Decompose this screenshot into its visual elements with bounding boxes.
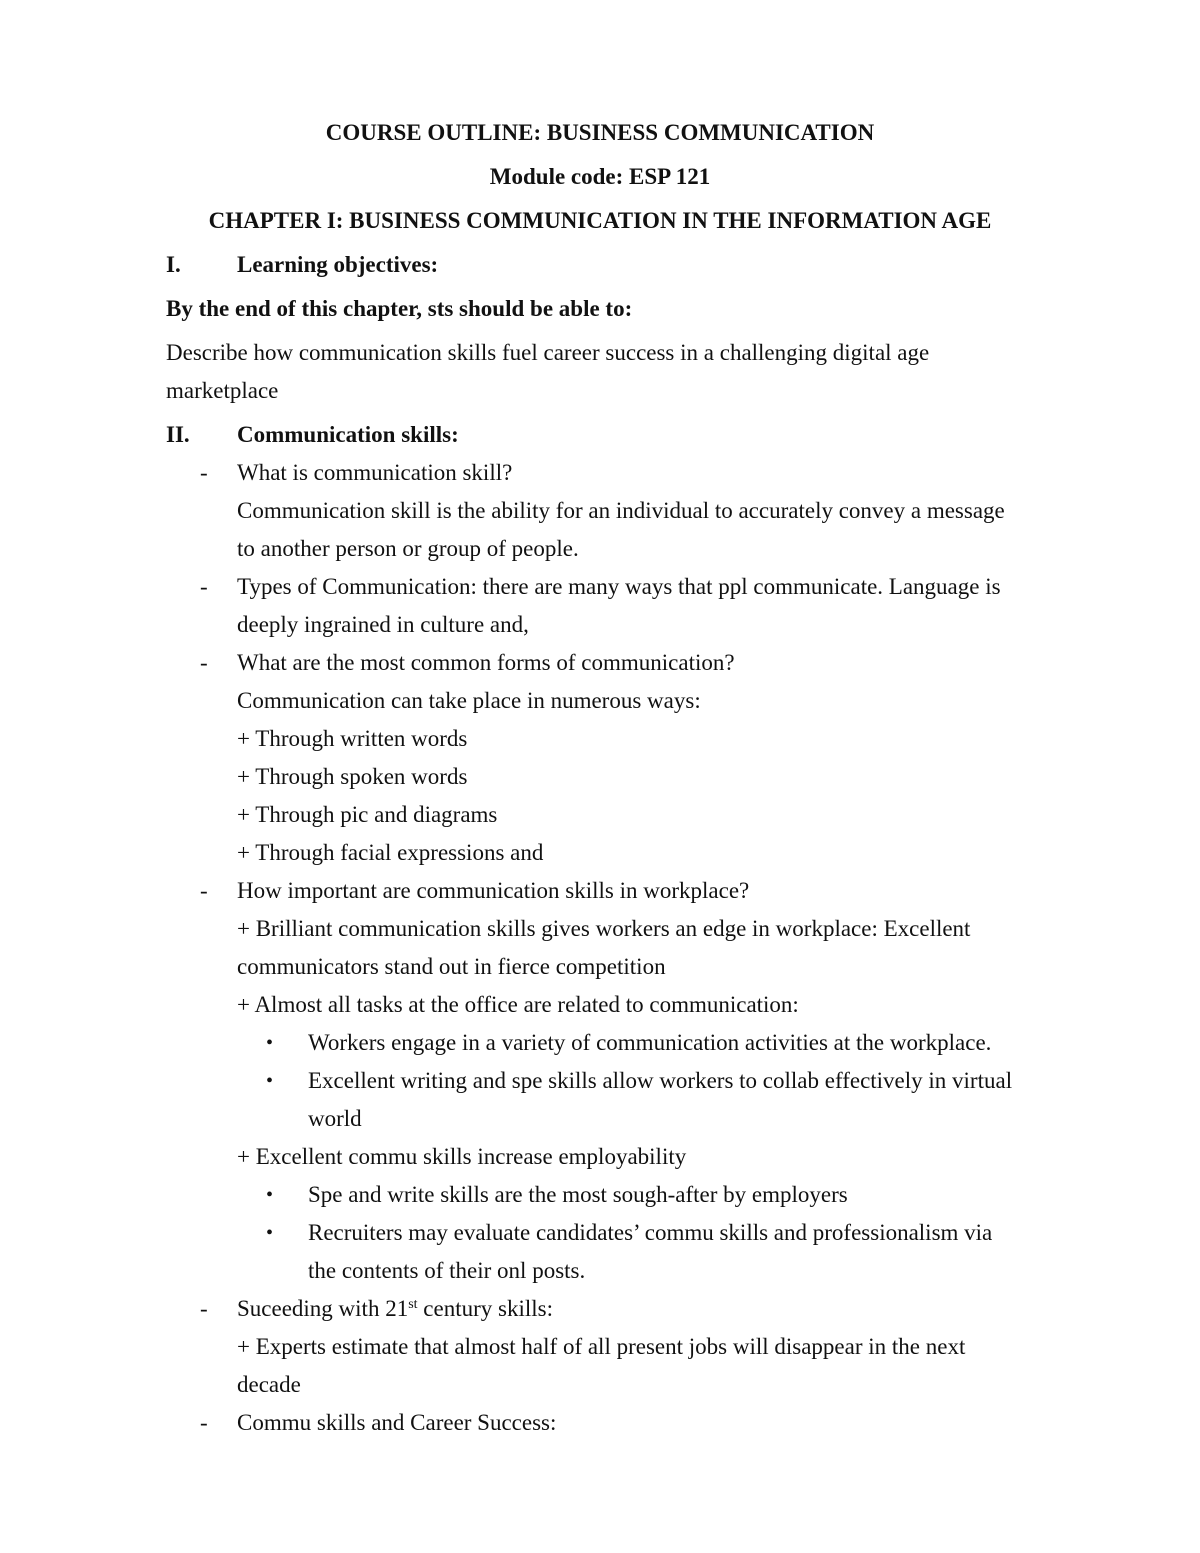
century-point: + Experts estimate that almost half of all present jobs will disappear in the next	[237, 1334, 966, 1359]
question-communication-skill: What is communication skill?	[237, 460, 513, 485]
question-importance: How important are communication skills in workplace?	[237, 878, 750, 903]
bullet-text-cont: world	[308, 1106, 362, 1131]
dash-marker: -	[200, 460, 208, 485]
question-common-forms: What are the most common forms of communication?	[237, 650, 735, 675]
bullet-text: Recruiters may evaluate candidates’ commu skills and professionalism via	[308, 1220, 993, 1245]
dash-marker: -	[200, 1296, 208, 1321]
importance-point: + Brilliant communication skills gives workers an edge in workplace: Excellent	[237, 916, 971, 941]
chapter-title: CHAPTER I: BUSINESS COMMUNICATION IN THE INFORMATION AGE	[208, 208, 992, 233]
form-item: + Through written words	[237, 726, 468, 751]
bullet-text: Excellent writing and spe skills allow workers to collab effectively in virtual	[308, 1068, 1013, 1093]
section-1-number: I.	[166, 252, 181, 277]
types-of-communication: Types of Communication: there are many ways that ppl communicate. Language is	[237, 574, 1001, 599]
bullet-marker: •	[266, 1184, 274, 1206]
bullet-text: Workers engage in a variety of communication activities at the workplace.	[308, 1030, 992, 1055]
objective-line-2: marketplace	[166, 378, 279, 403]
importance-point: + Almost all tasks at the office are related to communication:	[237, 992, 799, 1017]
dash-marker: -	[200, 1410, 208, 1435]
bullet-marker: •	[266, 1032, 274, 1054]
learning-intro: By the end of this chapter, sts should be able to:	[166, 296, 633, 321]
bullet-text-cont: the contents of their onl posts.	[308, 1258, 586, 1283]
dash-marker: -	[200, 650, 208, 675]
century-skills-post: century skills:	[417, 1296, 553, 1321]
section-1-heading: Learning objectives:	[237, 252, 439, 277]
objective-line-1: Describe how communication skills fuel career success in a challenging digital age	[166, 340, 930, 365]
section-2-number: II.	[166, 422, 190, 447]
answer-line: to another person or group of people.	[237, 536, 579, 561]
section-2-heading: Communication skills:	[237, 422, 459, 447]
career-success-heading: Commu skills and Career Success:	[237, 1410, 557, 1435]
century-point-cont: decade	[237, 1372, 301, 1397]
form-item: + Through facial expressions and	[237, 840, 544, 865]
importance-point: + Excellent commu skills increase employability	[237, 1144, 687, 1169]
dash-marker: -	[200, 574, 208, 599]
forms-intro: Communication can take place in numerous ways:	[237, 688, 701, 713]
ordinal-suffix: st	[408, 1297, 418, 1312]
bullet-marker: •	[266, 1222, 274, 1244]
form-item: + Through spoken words	[237, 764, 468, 789]
course-title: COURSE OUTLINE: BUSINESS COMMUNICATION	[325, 120, 875, 145]
importance-point-cont: communicators stand out in fierce competition	[237, 954, 666, 979]
century-skills-pre: Suceeding with 21	[237, 1296, 409, 1321]
century-skills-heading	[237, 1295, 553, 1323]
bullet-marker: •	[266, 1070, 274, 1092]
module-code: Module code: ESP 121	[489, 164, 711, 189]
dash-marker: -	[200, 878, 208, 903]
bullet-text: Spe and write skills are the most sough-after by employers	[308, 1182, 848, 1207]
types-of-communication-cont: deeply ingrained in culture and,	[237, 612, 529, 637]
form-item: + Through pic and diagrams	[237, 802, 498, 827]
answer-line: Communication skill is the ability for an individual to accurately convey a message	[237, 498, 1005, 523]
